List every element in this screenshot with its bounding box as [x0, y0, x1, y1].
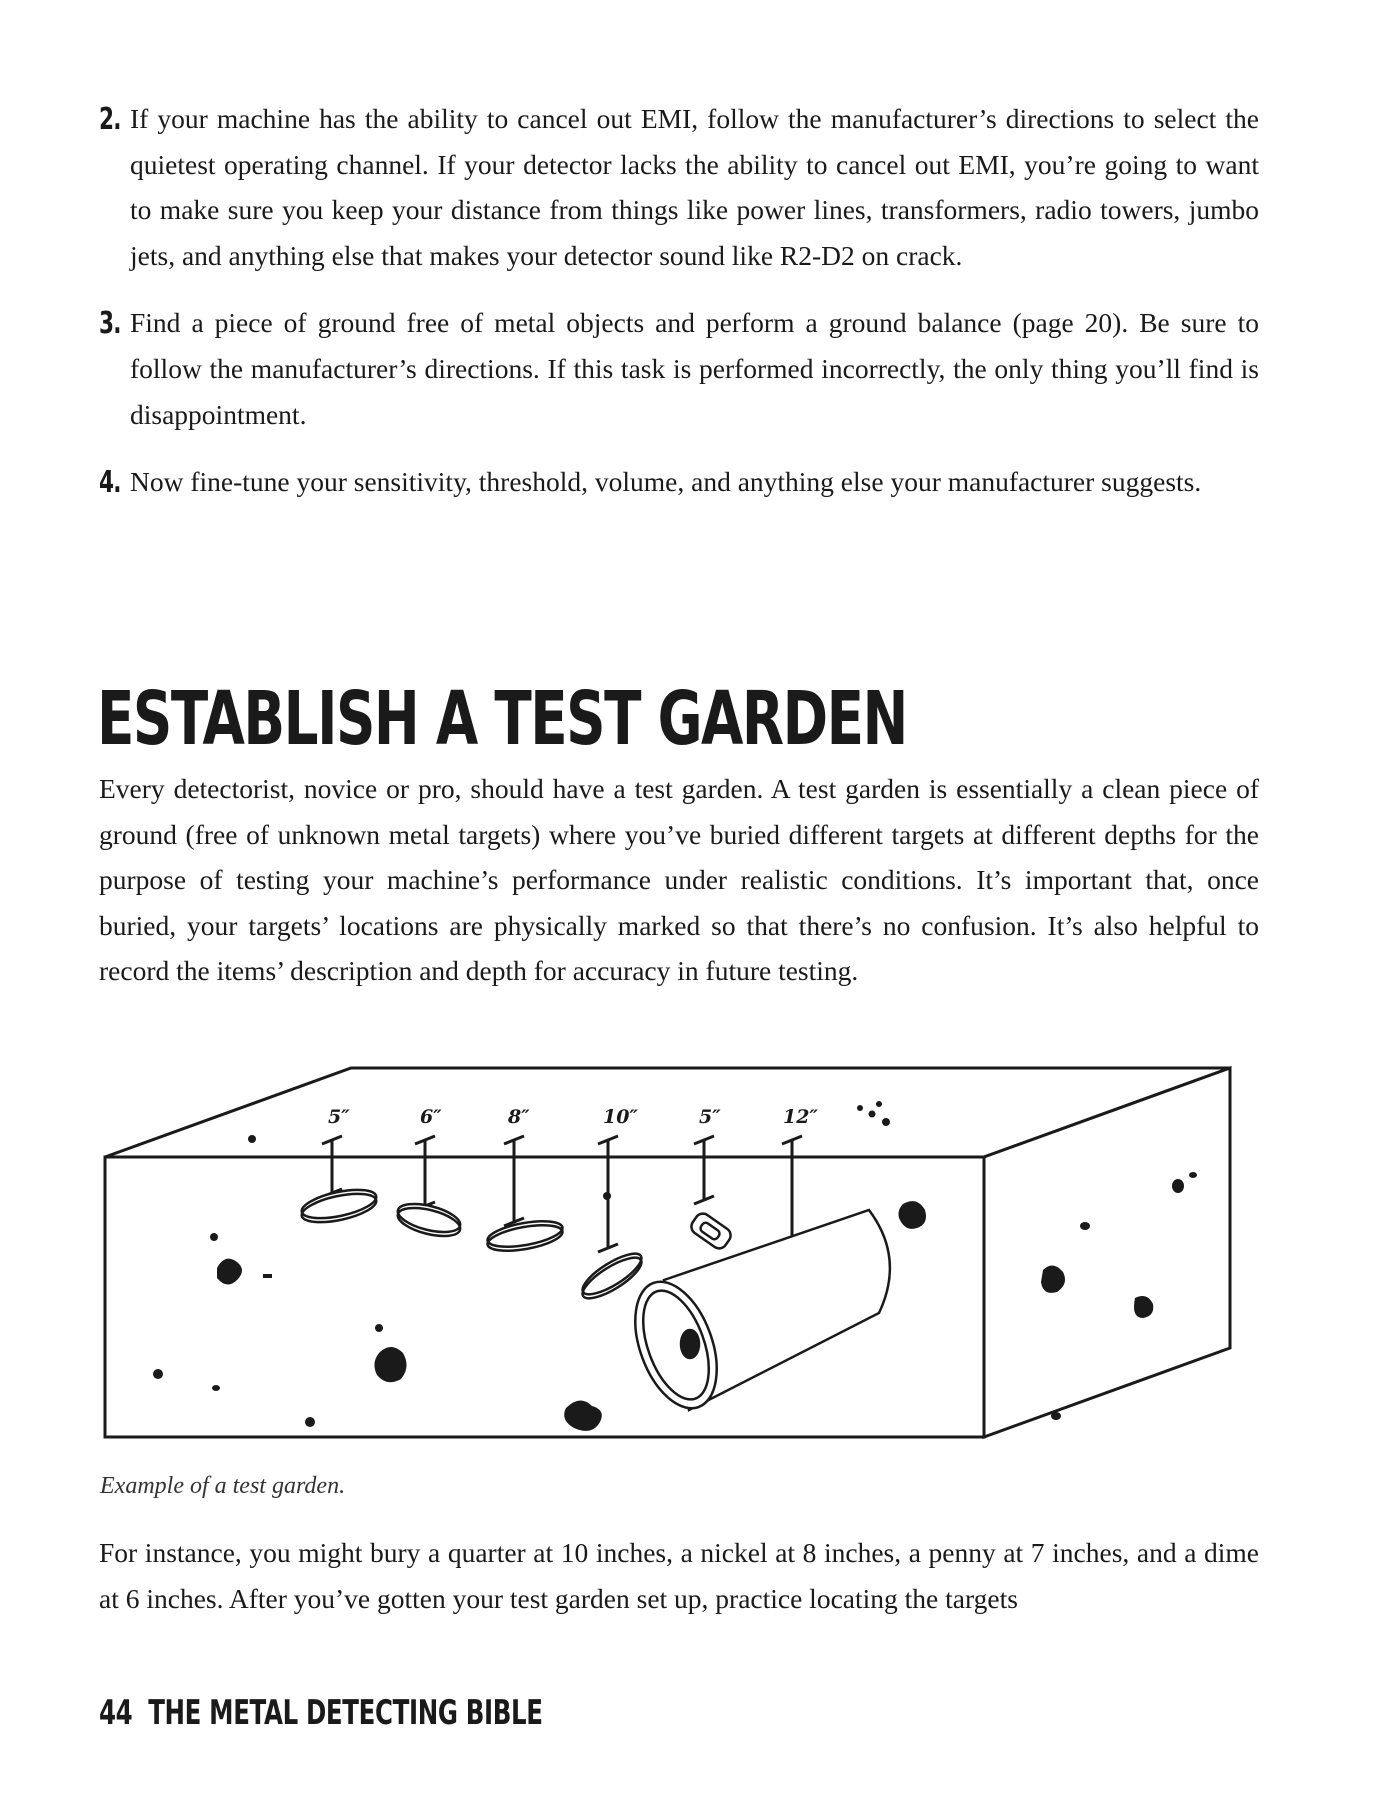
figure-caption: Example of a test garden.: [100, 1473, 346, 1499]
list-item: [99, 300, 1259, 437]
list-item-text: Now fine-tune your sensitivity, threshold, volume, and anything else your manufacturer suggests.: [130, 466, 1202, 498]
test-garden-illustration: [99, 1048, 1239, 1468]
body-paragraph: For instance, you might bury a quarter at 10 inches, a nickel at 8 inches, a penny at 7 inches, and a dime at 6 inches. After you’ve gotten your test garden set up, practice locating the targets: [99, 1537, 1259, 1614]
list-item-text: Find a piece of ground free of metal objects and perform a ground balance (page 20). Be sure to follow the manufacturer’s directions. If this task is performed incorrectly, the only thing you’ll find is disappointment.: [130, 307, 1259, 430]
list-item-number: 2.: [99, 102, 121, 137]
depth-label: 10″: [603, 1106, 638, 1128]
depth-label: 8″: [508, 1106, 530, 1128]
depth-label: 12″: [783, 1106, 818, 1128]
section-heading: ESTABLISH A TEST GARDEN: [97, 676, 907, 762]
book-title: THE METAL DETECTING BIBLE: [148, 1693, 543, 1733]
body-paragraph: Every detectorist, novice or pro, should have a test garden. A test garden is essentially a clean piece of ground (free of unknown metal targets) where you’ve buried different targets at different depths for the purpose of testing your machine’s performance under realistic conditions. It’s important that, once buried, your targets’ locations are physically marked so that there’s no confusion. It’s also helpful to record the items’ description and depth for accuracy in future testing.: [99, 773, 1259, 987]
depth-label: 6″: [420, 1106, 442, 1128]
depth-label: 5″: [699, 1106, 721, 1128]
numbered-list: [99, 96, 1259, 527]
test-garden-diagram: [99, 1048, 1239, 1468]
list-item-number: 3.: [99, 306, 121, 342]
depth-label: 5″: [328, 1106, 350, 1128]
list-item-number: 4.: [99, 465, 121, 501]
list-item-text: If your machine has the ability to cancel out EMI, follow the manufacturer’s directions to select the quietest operating channel. If your detector lacks the ability to cancel out EMI, you’re going to want to make sure you keep your distance from things like power lines, transformers, radio towers, jumbo jets, and anything else that makes your detector sound like R2-D2 on crack.: [130, 103, 1259, 271]
list-item: [99, 459, 1259, 505]
page-footer: [99, 1693, 543, 1733]
list-item: [99, 96, 1259, 278]
page-number: 44: [99, 1693, 133, 1733]
